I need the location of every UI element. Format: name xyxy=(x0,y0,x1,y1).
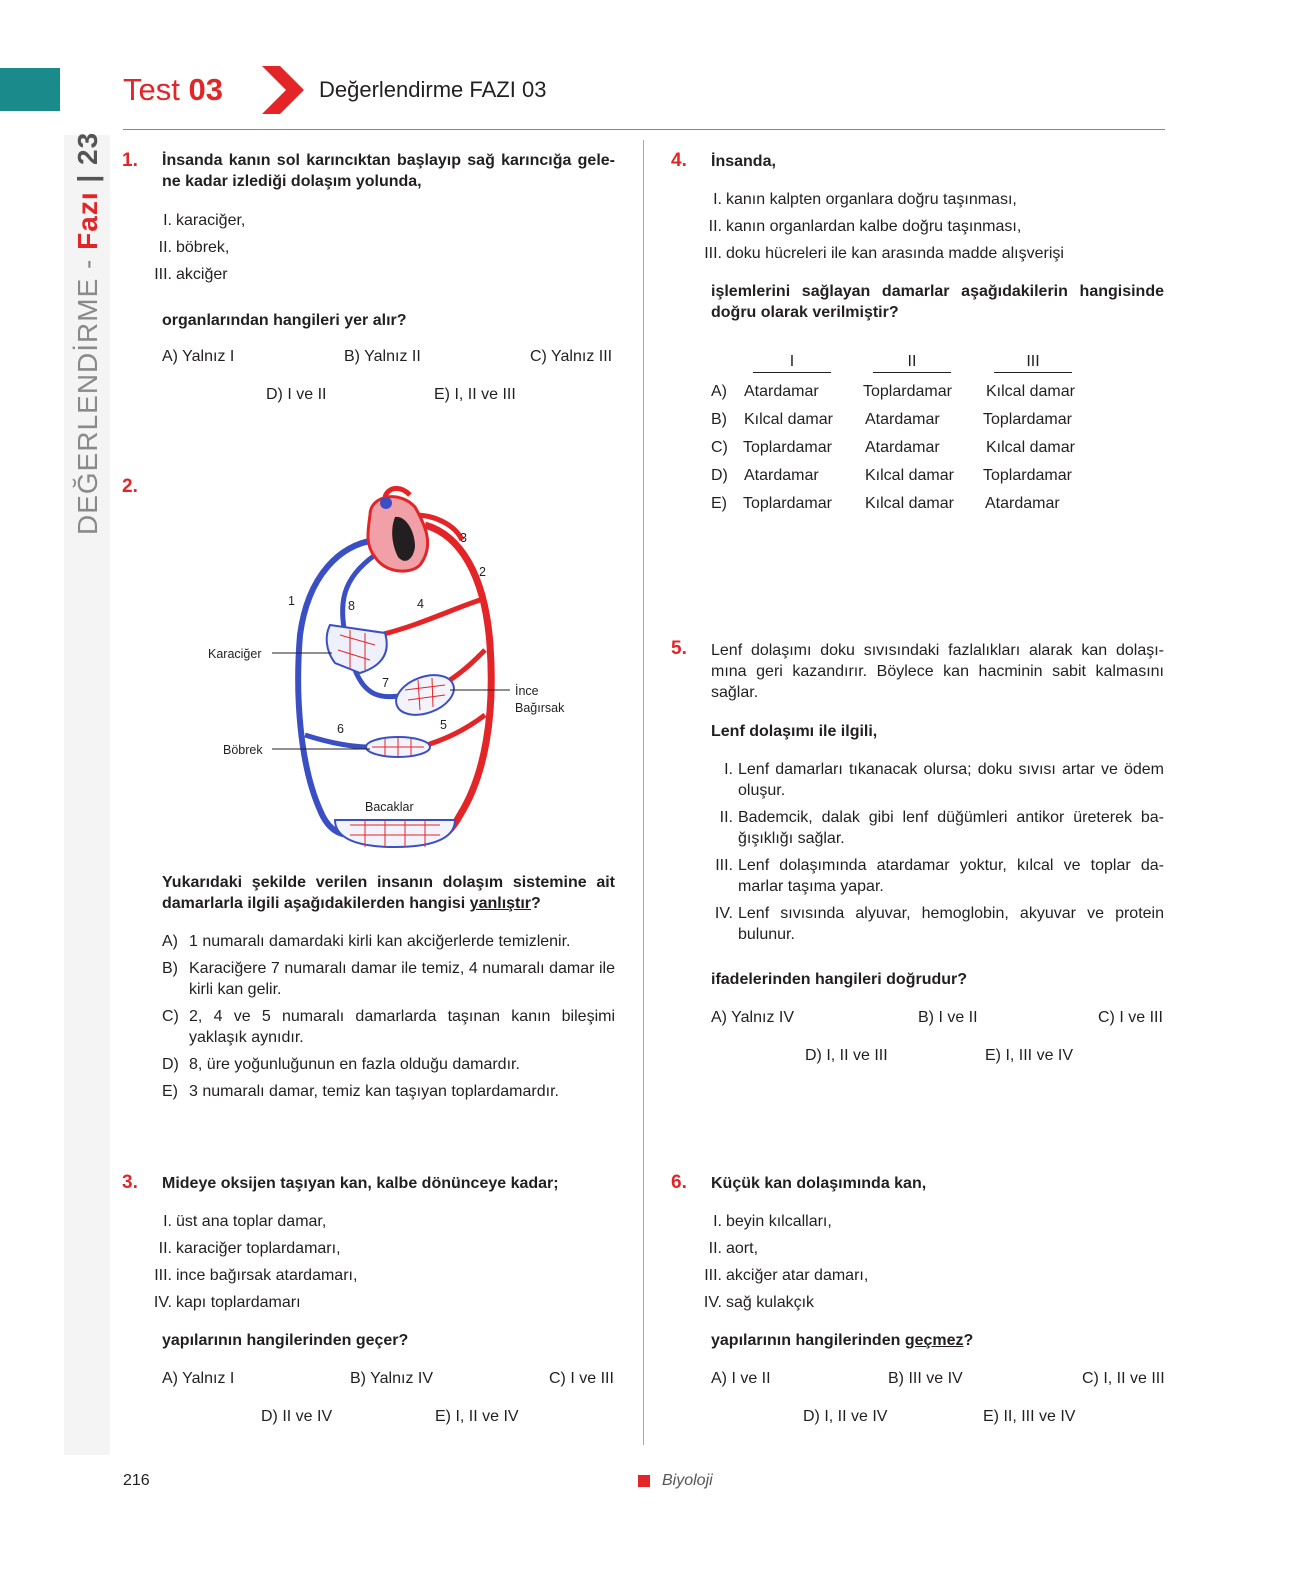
q3-item-3: III. ince bağırsak atardamarı, xyxy=(154,1267,358,1284)
intestine-capillaries xyxy=(391,668,460,722)
vessel-num-6: 6 xyxy=(337,722,344,736)
q1-question: organlarından hangileri yer alır? xyxy=(162,312,407,329)
q3-stem: Mideye oksijen taşıyan kan, kalbe dönünceye kadar; xyxy=(162,1175,559,1192)
side-vertical-label xyxy=(55,131,125,540)
q3-item-1: I. üst ana toplar damar, xyxy=(163,1213,327,1230)
q3-item-2: II. karaciğer toplardamarı, xyxy=(158,1240,341,1257)
vessel-num-2: 2 xyxy=(479,565,486,579)
q3-number: 3. xyxy=(122,1172,138,1193)
label-bobrek: Böbrek xyxy=(223,743,263,757)
page-number: 216 xyxy=(123,1472,150,1489)
q2-option-c[interactable]: C) 2, 4 ve 5 numaralı damarlarda taşınan kanın bileşimi yaklaşık aynıdır. xyxy=(162,1008,615,1046)
vessel-6 xyxy=(305,735,370,747)
q1-stem: İnsanda kanın sol karıncıktan başlayıp sağ karıncığa gele- ne kadar izlediği dolaşım yolunda, xyxy=(162,152,615,190)
q6-item-2: II. aort, xyxy=(708,1240,759,1257)
q4-option-c[interactable]: C) Toplardamar Atardamar Kılcal damar xyxy=(711,439,1075,456)
q4-item-1: I. kanın kalpten organlara doğru taşınması, xyxy=(713,191,1017,208)
label-karaciger: Karaciğer xyxy=(208,647,262,661)
q2-option-e[interactable]: E) 3 numaralı damar, temiz kan taşıyan toplardamardır. xyxy=(162,1083,559,1100)
q1-option-b[interactable]: B) Yalnız II xyxy=(344,348,421,365)
q3-option-c[interactable]: C) I ve III xyxy=(549,1370,614,1387)
liver-capillaries xyxy=(327,625,387,673)
q5-option-c[interactable]: C) I ve III xyxy=(1098,1009,1163,1026)
q1-item-1: I. karaciğer, xyxy=(163,212,246,229)
q1-option-e[interactable]: E) I, II ve III xyxy=(434,386,516,403)
q6-item-4: IV. sağ kulakçık xyxy=(703,1294,815,1311)
q3-option-a[interactable]: A) Yalnız I xyxy=(162,1370,235,1387)
q2-stem: Yukarıdaki şekilde verilen insanın dolaşım sistemine ait damarlarla ilgili aşağıdakilerden hangisi yanlıştır? xyxy=(162,874,615,912)
vessel-num-1: 1 xyxy=(288,594,295,608)
q1-number: 1. xyxy=(122,150,138,171)
q2-option-a[interactable]: A) 1 numaralı damardaki kirli kan akciğerlerde temizlenir. xyxy=(162,933,571,950)
test-label xyxy=(123,72,223,108)
q1-option-a[interactable]: A) Yalnız I xyxy=(162,348,235,365)
q6-stem: Küçük kan dolaşımında kan, xyxy=(711,1175,927,1192)
q5-number: 5. xyxy=(671,638,687,659)
q4-option-a[interactable]: A) Atardamar Toplardamar Kılcal damar xyxy=(711,383,1075,400)
vessel-num-8: 8 xyxy=(348,599,355,613)
legs-capillaries xyxy=(335,820,455,847)
q6-option-c[interactable]: C) I, II ve III xyxy=(1082,1370,1165,1387)
q3-question: yapılarının hangilerinden geçer? xyxy=(162,1332,409,1349)
footer-subject: Biyoloji xyxy=(662,1472,713,1489)
vessel-4 xyxy=(380,600,480,635)
q5-option-e[interactable]: E) I, III ve IV xyxy=(985,1047,1074,1064)
label-bacaklar: Bacaklar xyxy=(365,800,414,814)
page-title: Değerlendirme FAZI 03 xyxy=(319,77,547,102)
side-label-part1: DEĞERLENDİRME - xyxy=(72,249,103,535)
vessel-num-7: 7 xyxy=(382,676,389,690)
kidney-capillaries xyxy=(366,737,430,757)
vessel-num-5: 5 xyxy=(440,718,447,732)
q5-option-b[interactable]: B) I ve II xyxy=(918,1009,978,1026)
test-word: Test xyxy=(123,72,180,107)
q4-col-header-1: I xyxy=(753,351,831,373)
q3-option-d[interactable]: D) II ve IV xyxy=(261,1408,333,1425)
column-divider xyxy=(643,140,644,1445)
q4-item-3: III. doku hücreleri ile kan arasında madde alışverişi xyxy=(704,245,1064,262)
q5-item-4: IV. Lenf sıvısında alyuvar, hemoglobin, akyuvar ve protein bulunur. xyxy=(714,905,1164,943)
vessel-7 xyxy=(355,670,405,697)
vessel-num-4: 4 xyxy=(417,597,424,611)
q6-question: yapılarının hangilerinden geçmez? xyxy=(711,1332,974,1349)
label-ince: İnce xyxy=(515,684,539,698)
q5-option-d[interactable]: D) I, II ve III xyxy=(805,1047,888,1064)
vessel-5 xyxy=(420,715,485,747)
side-label-part3: | 23 xyxy=(72,131,103,192)
q6-option-e[interactable]: E) II, III ve IV xyxy=(983,1408,1076,1425)
q4-col-header-2: II xyxy=(873,351,951,373)
q2-number: 2. xyxy=(122,476,138,497)
vessel-num-3: 3 xyxy=(460,531,467,545)
q6-item-1: I. beyin kılcalları, xyxy=(713,1213,832,1230)
side-label-part2: Fazı xyxy=(72,191,103,250)
q4-stem: İnsanda, xyxy=(711,153,776,170)
vessel-8 xyxy=(343,555,375,635)
q5-stem: Lenf dolaşımı ile ilgili, xyxy=(711,723,878,740)
chevron-right-icon xyxy=(262,66,304,114)
q1-option-d[interactable]: D) I ve II xyxy=(266,386,327,403)
q6-option-b[interactable]: B) III ve IV xyxy=(888,1370,963,1387)
vessel-intestine-artery xyxy=(450,650,485,680)
q4-option-b[interactable]: B) Kılcal damar Atardamar Toplardamar xyxy=(711,411,1072,428)
q2-option-d[interactable]: D) 8, üre yoğunluğunun en fazla olduğu damardır. xyxy=(162,1056,520,1073)
q1-option-c[interactable]: C) Yalnız III xyxy=(530,348,613,365)
q6-item-3: III. akciğer atar damarı, xyxy=(704,1267,869,1284)
header-divider xyxy=(123,129,1165,130)
q4-number: 4. xyxy=(671,150,687,171)
q3-option-b[interactable]: B) Yalnız IV xyxy=(350,1370,433,1387)
q3-item-4: IV. kapı toplardamarı xyxy=(153,1294,301,1311)
q5-item-1: I. Lenf damarları tıkanacak olursa; doku sıvısı artar ve ödem oluşur. xyxy=(724,761,1164,799)
q4-col-header-3: III xyxy=(994,351,1072,373)
q4-option-d[interactable]: D) Atardamar Kılcal damar Toplardamar xyxy=(711,467,1072,484)
teal-corner-tab xyxy=(0,68,60,111)
q4-item-2: II. kanın organlardan kalbe doğru taşınması, xyxy=(708,218,1022,235)
q5-question: ifadelerinden hangileri doğrudur? xyxy=(711,971,968,988)
q6-option-d[interactable]: D) I, II ve IV xyxy=(803,1408,888,1425)
heart xyxy=(368,488,428,571)
q4-option-e[interactable]: E) Toplardamar Kılcal damar Atardamar xyxy=(711,495,1060,512)
circulation-diagram xyxy=(200,485,600,855)
q3-option-e[interactable]: E) I, II ve IV xyxy=(435,1408,519,1425)
q2-option-b[interactable]: B) Karaciğere 7 numaralı damar ile temiz, 4 numaralı damar ile kirli kan gelir. xyxy=(162,960,615,998)
q6-number: 6. xyxy=(671,1172,687,1193)
q6-option-a[interactable]: A) I ve II xyxy=(711,1370,771,1387)
test-number: 03 xyxy=(188,72,223,107)
q1-item-2: II. böbrek, xyxy=(158,239,230,256)
q5-item-3: III. Lenf dolaşımında atardamar yoktur, kılcal ve toplar da- marlar taşıma yapar. xyxy=(715,857,1164,895)
q5-intro: Lenf dolaşımı doku sıvısındaki fazlalıkları alarak kan dolaşı- mına geri kazandırır. Böylece kan hacminin sabit kalmasını sağlar. xyxy=(711,642,1164,701)
q5-option-a[interactable]: A) Yalnız IV xyxy=(711,1009,794,1026)
q1-item-3: III. akciğer xyxy=(154,266,228,283)
footer-square-icon xyxy=(638,1475,650,1487)
q5-item-2: II. Bademcik, dalak gibi lenf düğümleri antikor üreterek ba- ğışıklığı sağlar. xyxy=(719,809,1164,847)
q4-question: işlemlerini sağlayan damarlar aşağıdakilerin hangisinde doğru olarak verilmiştir? xyxy=(711,283,1164,321)
label-bagirsak: Bağırsak xyxy=(515,701,565,715)
